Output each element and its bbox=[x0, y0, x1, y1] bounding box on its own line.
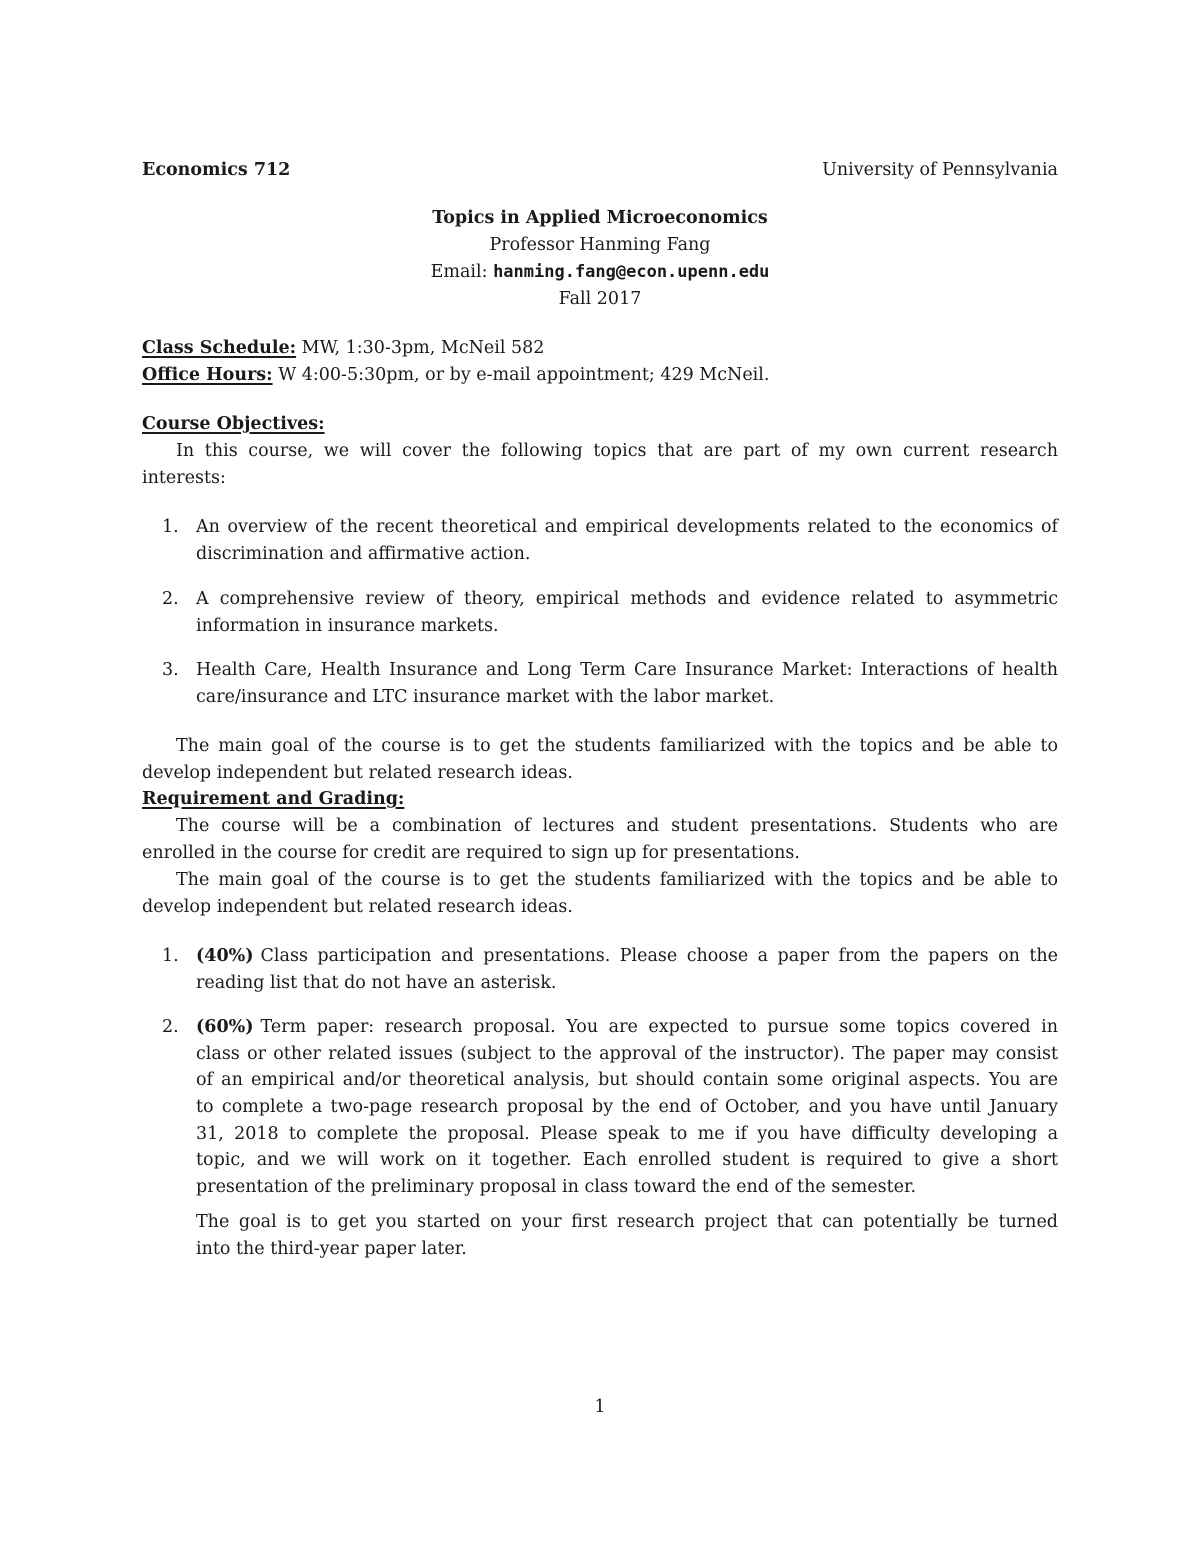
email-address: hanming.fang@econ.upenn.edu bbox=[493, 262, 770, 282]
grading-paragraph-line: develop independent but related research ideas. bbox=[142, 897, 573, 917]
list-item-line: topic, and we will work on it together. Each enrolled student is required to give a short bbox=[196, 1150, 1058, 1170]
grading-item-text: Term paper: research proposal. You are expected to pursue some topics covered in bbox=[260, 1017, 1058, 1037]
email-line bbox=[142, 264, 1058, 282]
grading-weight: (40%) bbox=[196, 946, 254, 966]
class-schedule-value: MW, 1:30-3pm, McNeil 582 bbox=[301, 338, 545, 358]
list-item-line: care/insurance and LTC insurance market with the labor market. bbox=[196, 687, 775, 707]
closing-line: The goal is to get you started on your first research project that can potentially be turned bbox=[196, 1212, 1058, 1232]
grading-paragraph-line: enrolled in the course for credit are required to sign up for presentations. bbox=[142, 843, 800, 863]
office-hours-line bbox=[142, 367, 769, 385]
course-title: Topics in Applied Microeconomics bbox=[432, 208, 768, 228]
office-hours-value: W 4:00-5:30pm, or by e-mail appointment; 429 McNeil. bbox=[278, 365, 770, 385]
class-schedule-label: Class Schedule: bbox=[142, 338, 297, 358]
list-item-line: class or other related issues (subject to the approval of the instructor). The paper may consist bbox=[196, 1044, 1058, 1064]
professor-name: Professor Hanming Fang bbox=[489, 235, 711, 255]
list-item-line: 31, 2018 to complete the proposal. Please speak to me if you have difficulty developing a bbox=[196, 1124, 1058, 1144]
grading-item-first-line bbox=[196, 948, 1058, 966]
class-schedule-line bbox=[142, 340, 544, 358]
term: Fall 2017 bbox=[558, 289, 642, 309]
objectives-heading: Course Objectives: bbox=[142, 414, 325, 434]
list-item-line: reading list that do not have an asterisk. bbox=[196, 973, 557, 993]
list-item-line: of an empirical and/or theoretical analysis, but should contain some original aspects. You are bbox=[196, 1070, 1058, 1090]
closing-line: into the third-year paper later. bbox=[196, 1239, 467, 1259]
list-item-line: An overview of the recent theoretical and empirical developments related to the economics of bbox=[196, 517, 1058, 537]
list-item-line: presentation of the preliminary proposal in class toward the end of the semester. bbox=[196, 1177, 917, 1197]
objectives-goal-line: The main goal of the course is to get the students familiarized with the topics and be able to bbox=[176, 736, 1058, 756]
grading-weight: (60%) bbox=[196, 1017, 254, 1037]
course-number: Economics 712 bbox=[142, 160, 291, 180]
objectives-goal-line: develop independent but related research ideas. bbox=[142, 763, 573, 783]
list-number: 3. bbox=[162, 660, 179, 680]
grading-item-first-line bbox=[196, 1019, 1058, 1037]
grading-paragraph-line: The main goal of the course is to get the students familiarized with the topics and be able to bbox=[176, 870, 1058, 890]
objectives-intro-line: In this course, we will cover the following topics that are part of my own current research bbox=[176, 441, 1058, 461]
page-number: 1 bbox=[594, 1397, 606, 1417]
list-item-line: to complete a two-page research proposal by the end of October, and you have until January bbox=[196, 1097, 1058, 1117]
grading-heading: Requirement and Grading: bbox=[142, 789, 405, 809]
list-item-line: discrimination and affirmative action. bbox=[196, 544, 531, 564]
grading-paragraph-line: The course will be a combination of lectures and student presentations. Students who are bbox=[176, 816, 1058, 836]
list-number: 1. bbox=[162, 946, 179, 966]
office-hours-label: Office Hours: bbox=[142, 365, 273, 385]
university-name: University of Pennsylvania bbox=[822, 160, 1058, 180]
objectives-intro-line: interests: bbox=[142, 468, 226, 488]
list-number: 2. bbox=[162, 589, 179, 609]
list-number: 1. bbox=[162, 517, 179, 537]
list-item-line: A comprehensive review of theory, empirical methods and evidence related to asymmetric bbox=[196, 589, 1058, 609]
grading-item-text: Class participation and presentations. Please choose a paper from the papers on the bbox=[260, 946, 1058, 966]
list-item-line: Health Care, Health Insurance and Long Term Care Insurance Market: Interactions of health bbox=[196, 660, 1058, 680]
list-item-line: information in insurance markets. bbox=[196, 616, 499, 636]
email-label: Email: bbox=[430, 262, 488, 282]
list-number: 2. bbox=[162, 1017, 179, 1037]
